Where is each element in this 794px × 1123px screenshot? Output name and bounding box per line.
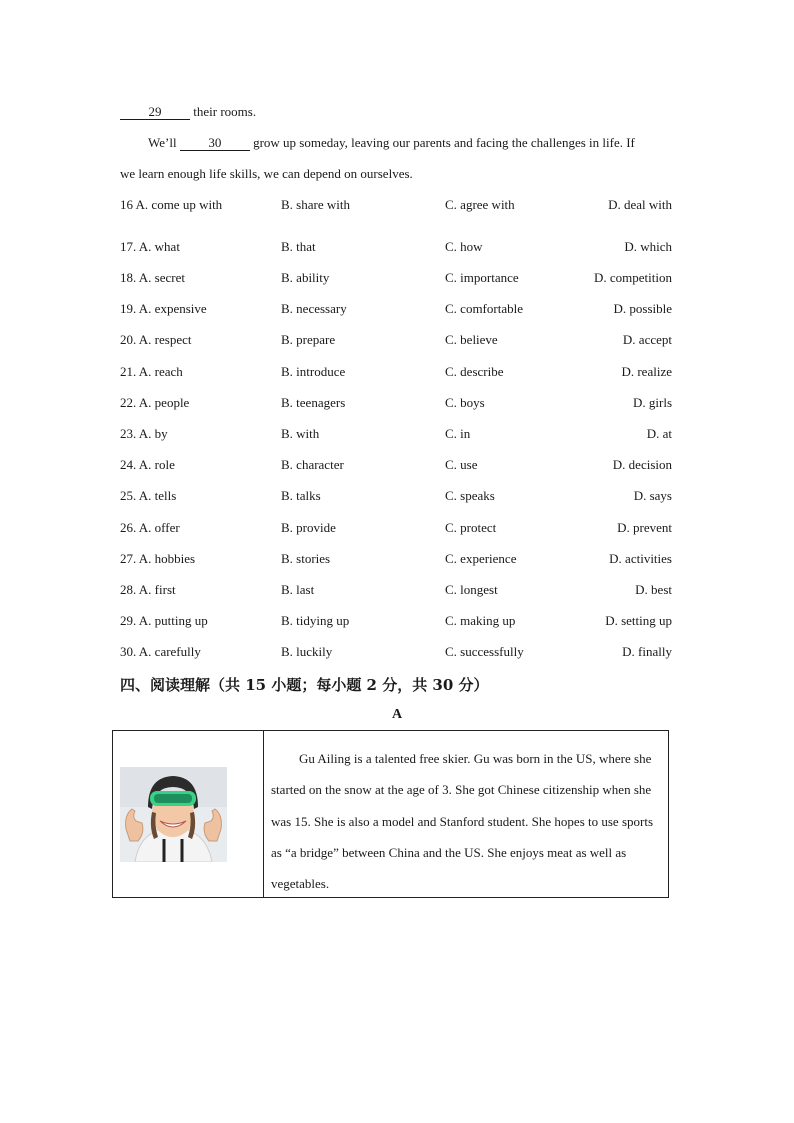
option-c: C. agree with: [445, 197, 515, 212]
option-row: [120, 457, 680, 475]
option-row: [120, 488, 680, 506]
cloze-line-29: [120, 104, 256, 120]
option-b: B. prepare: [281, 332, 336, 347]
option-a: 16 A. come up with: [120, 197, 223, 212]
option-d: D. prevent: [617, 520, 672, 535]
option-a: 19. A. expensive: [120, 301, 207, 316]
option-b: B. luckily: [281, 644, 333, 659]
option-row: [120, 364, 680, 382]
section-title: 四、阅读理解（共 15 小题；每小题 2 分，共 30 分）: [120, 676, 489, 694]
option-c: C. speaks: [445, 488, 495, 503]
option-row: [120, 613, 680, 631]
option-a: 27. A. hobbies: [120, 551, 196, 566]
option-a: 23. A. by: [120, 426, 168, 441]
option-b: B. character: [281, 457, 344, 472]
option-row: [120, 239, 680, 257]
option-c: C. making up: [445, 613, 516, 628]
blank-30: 30: [180, 136, 250, 151]
option-d: D. girls: [633, 395, 672, 410]
passage-a-table: [112, 730, 669, 898]
option-a: 20. A. respect: [120, 332, 192, 347]
option-b: B. teenagers: [281, 395, 346, 410]
option-row: [120, 582, 680, 600]
option-d: D. realize: [621, 364, 672, 379]
option-d: D. activities: [609, 551, 672, 566]
option-a: 18. A. secret: [120, 270, 185, 285]
option-a: 28. A. first: [120, 582, 176, 597]
option-b: B. that: [281, 239, 316, 254]
option-d: D. competition: [594, 270, 672, 285]
option-c: C. successfully: [445, 644, 524, 659]
option-c: C. experience: [445, 551, 517, 566]
option-b: B. with: [281, 426, 320, 441]
option-row: [120, 426, 680, 444]
option-a: 30. A. carefully: [120, 644, 201, 659]
option-b: B. stories: [281, 551, 331, 566]
option-row: [120, 551, 680, 569]
option-b: B. ability: [281, 270, 330, 285]
option-row: [120, 644, 680, 662]
passage-a-text: [271, 743, 663, 899]
option-a: 21. A. reach: [120, 364, 183, 379]
option-row: [120, 520, 680, 538]
cloze-line-final: we learn enough life skills, we can depend on ourselves.: [120, 166, 413, 181]
cloze-line-30: [148, 135, 635, 151]
cloze-text: grow up someday, leaving our parents and facing the challenges in life. If: [253, 135, 635, 150]
option-c: C. in: [445, 426, 471, 441]
option-b: B. necessary: [281, 301, 347, 316]
passage-a-body: Gu Ailing is a talented free skier. Gu was born in the US, where she started on the snow at the age of 3. She got Chinese citizenship when she was 15. She is also a model and Stanford student. She hopes to use sports as “a bridge” between China and the US. She enjoys meat as well as vegetables.: [271, 751, 654, 892]
option-b: B. talks: [281, 488, 321, 503]
option-row: [120, 301, 680, 319]
option-row: [120, 270, 680, 288]
option-b: B. provide: [281, 520, 336, 535]
option-c: C. believe: [445, 332, 498, 347]
option-c: C. longest: [445, 582, 498, 597]
option-d: D. accept: [622, 332, 672, 347]
option-c: C. describe: [445, 364, 504, 379]
cloze-text: We’ll: [148, 135, 177, 150]
option-row: [120, 395, 680, 413]
option-row: [120, 197, 680, 215]
option-d: D. at: [646, 426, 672, 441]
option-c: C. how: [445, 239, 483, 254]
option-b: B. introduce: [281, 364, 346, 379]
option-b: B. tidying up: [281, 613, 350, 628]
table-divider: [263, 731, 264, 897]
option-d: D. deal with: [608, 197, 672, 212]
option-c: C. protect: [445, 520, 497, 535]
option-b: B. last: [281, 582, 315, 597]
option-a: 25. A. tells: [120, 488, 177, 503]
option-a: 24. A. role: [120, 457, 175, 472]
option-d: D. best: [635, 582, 672, 597]
option-d: D. finally: [622, 644, 672, 659]
skier-photo: [120, 767, 227, 862]
option-d: D. says: [633, 488, 672, 503]
option-d: D. setting up: [605, 613, 672, 628]
option-d: D. possible: [613, 301, 672, 316]
option-a: 17. A. what: [120, 239, 180, 254]
option-c: C. use: [445, 457, 478, 472]
option-c: C. comfortable: [445, 301, 523, 316]
option-a: 29. A. putting up: [120, 613, 208, 628]
option-a: 26. A. offer: [120, 520, 180, 535]
option-b: B. share with: [281, 197, 350, 212]
passage-label: A: [391, 707, 403, 722]
option-row: [120, 332, 680, 350]
option-c: C. boys: [445, 395, 485, 410]
option-d: D. which: [624, 239, 672, 254]
blank-29: 29: [120, 105, 190, 120]
option-d: D. decision: [612, 457, 672, 472]
cloze-text: their rooms.: [193, 104, 257, 119]
option-c: C. importance: [445, 270, 519, 285]
option-a: 22. A. people: [120, 395, 190, 410]
